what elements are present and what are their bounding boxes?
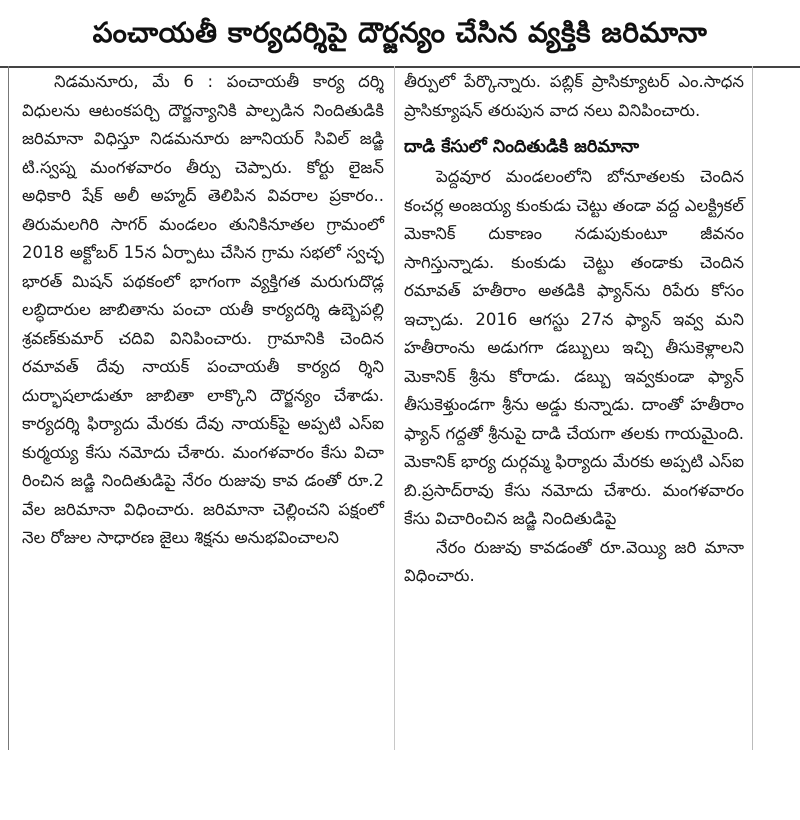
article-paragraph: నిడమనూరు, మే 6 : పంచాయతీ కార్య దర్శి విధులను ఆటంకపర్చి దౌర్జన్యానికి పాల్పడిన నిందితుడికి జరిమానా విధిస్తూ నిడమనూరు జూనియర్ సివిల్ జడ్జి టి.స్వప్న మంగళవారం తీర్పు చెప్పారు. కోర్టు లైజన్ అధికారి షేక్ అలీ అహ్మద్ తెలిపిన వివరాల ప్రకారం.. తిరుమలగిరి సాగర్ మండలం తునికినూతల గ్రామంలో 2018 అక్టోబర్ 15న ఏర్పాటు చేసిన గ్రామ సభలో స్వచ్ఛ భారత్ మిషన్ పథకంలో భాగంగా వ్యక్తిగత మరుగుదొడ్ల లబ్ధిదారుల జాబితాను పంచా యతీ కార్యదర్శి ఉబ్బెపల్లి శ్రవణ్‌కుమార్ చదివి వినిపించారు. గ్రామానికి చెందిన రమావత్ దేవు నాయక్ పంచాయతీ కార్యద ర్శిని దుర్భాషలాడుతూ జాబితా లాక్కొని దౌర్జన్యం చేశాడు. కార్యదర్శి ఫిర్యాదు మేరకు దేవు నాయక్‌పై అప్పటి ఎస్ఐ కుర్మయ్య కేసు నమోదు చేశారు. మంగళవారం కేసు విచా రించిన జడ్జి నిందితుడిపై నేరం రుజువు కావ డంతో రూ.2 వేల జరిమానా విధించారు. జరిమానా చెల్లించని పక్షంలో నెల రోజుల సాధారణ జైలు శిక్షను అనుభవించాలని (22, 72, 384, 547)
article-paragraph-continued: తీర్పులో పేర్కొన్నారు. పబ్లిక్ ప్రాసిక్యూటర్ ఎం.సాధన ప్రాసిక్యూషన్ తరుపున వాద నలు వినిపించారు. (404, 72, 744, 120)
headline: పంచాయతీ కార్యదర్శిపై దౌర్జన్యం చేసిన వ్యక్తికి జరిమానా (0, 0, 800, 68)
left-column (22, 68, 384, 553)
left-border-line (8, 66, 9, 750)
right-border-line (752, 66, 753, 750)
right-column (404, 68, 744, 591)
article-paragraph: నేరం రుజువు కావడంతో రూ.వెయ్యి జరి మానా విధించారు. (404, 537, 744, 585)
column-divider (394, 66, 395, 750)
article-paragraph: పెద్దవూర మండలంలోని బోనూతలకు చెందిన కంచర్ల అంజయ్య కుంకుడు చెట్టు తండా వద్ద ఎలక్ట్రికల్ మెకానిక్ దుకాణం నడుపుకుంటూ జీవనం సాగిస్తున్నాడు. కుంకుడు చెట్టు తండాకు చెందిన రమావత్ హతీరాం అతడికి ఫ్యాన్‌ను రిపేరు కోసం ఇచ్చాడు. 2016 ఆగస్టు 27న ఫ్యాన్ ఇవ్వ మని హతీరాంను అడుగగా డబ్బులు ఇచ్చి తీసుకెళ్లాలని మెకానిక్ శ్రీను కోరాడు. డబ్బు ఇవ్వకుండా ఫ్యాన్ తీసుకెళ్తుండగా శ్రీను అడ్డు కున్నాడు. దాంతో హతీరాం ఫ్యాన్ గద్దతో శ్రీనుపై దాడి చేయగా తలకు గాయమైంది. మెకానిక్ భార్య దుర్గమ్మ ఫిర్యాదు మేరకు అప్పటి ఎస్ఐ బి.ప్రసాద్‌రావు కేసు నమోదు చేశారు. మంగళవారం కేసు విచారించిన జడ్జి నిందితుడిపై (404, 167, 744, 528)
sub-headline: దాడి కేసులో నిందితుడికి జరిమానా (404, 137, 640, 157)
